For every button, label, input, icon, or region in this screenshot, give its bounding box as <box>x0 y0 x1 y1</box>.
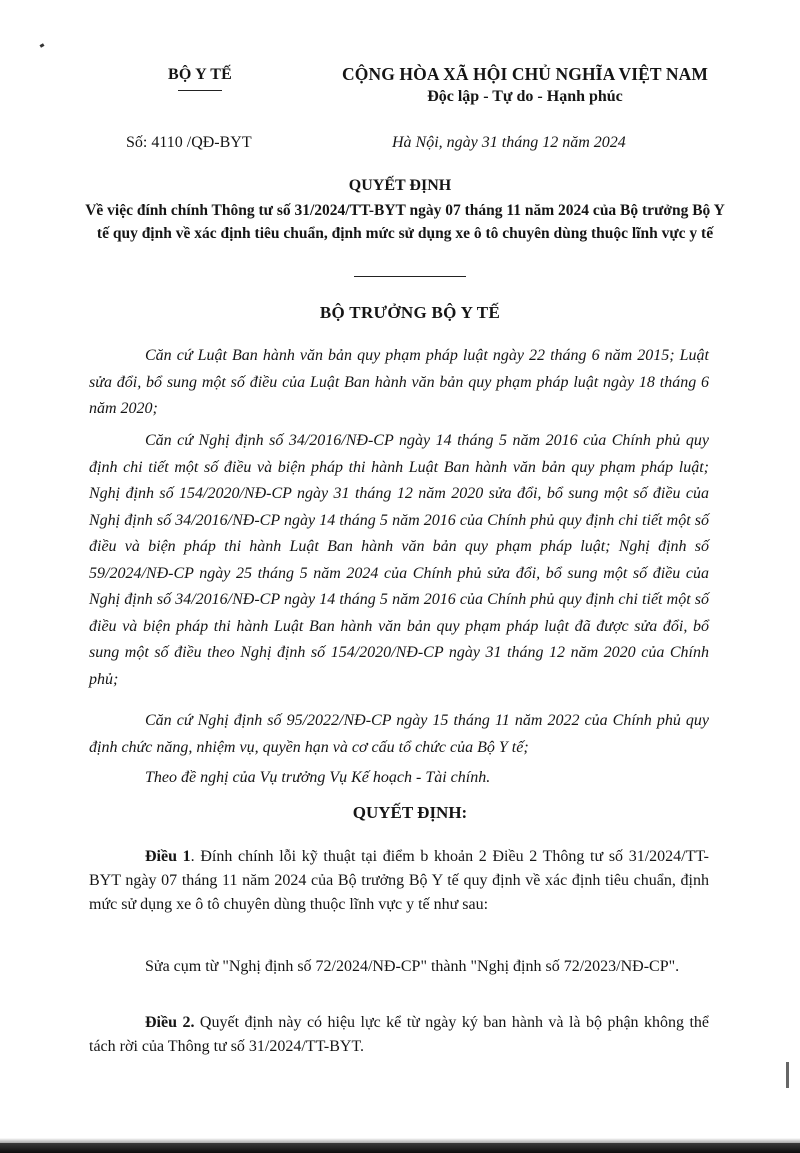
decides-heading: QUYẾT ĐỊNH: <box>352 803 468 822</box>
legal-basis-text: Căn cứ Nghị định số 95/2022/NĐ-CP ngày 15 tháng 11 năm 2022 của Chính phủ quy định chức năng, nhiệm vụ, quyền hạn và cơ cấu tổ chức của Bộ Y tế; <box>89 712 709 756</box>
article-2 <box>89 1011 709 1059</box>
legal-basis-3 <box>89 708 709 761</box>
article-1-label: Điều 1 <box>145 848 191 865</box>
document-date: Hà Nội, ngày 31 tháng 12 năm 2024 <box>392 134 626 151</box>
legal-basis-text: Căn cứ Luật Ban hành văn bản quy phạm pháp luật ngày 22 tháng 6 năm 2015; Luật sửa đổi, bổ sung một số điều của Luật Ban hành văn bản quy phạm pháp luật ngày 18 tháng 6 năm 2020; <box>89 347 709 417</box>
agency-underline <box>178 90 222 91</box>
article-1-detail-text: Sửa cụm từ "Nghị định số 72/2024/NĐ-CP" thành "Nghị định số 72/2023/NĐ-CP". <box>145 958 680 975</box>
article-2-paragraph <box>89 1011 709 1059</box>
national-header-block <box>325 64 725 106</box>
decision-subject: Về việc đính chính Thông tư số 31/2024/TT-BYT ngày 07 tháng 11 năm 2024 của Bộ trưởng Bộ Y tế quy định về xác định tiêu chuẩn, định mức sử dụng xe ô tô chuyên dùng thuộc lĩnh vực y tế <box>85 202 725 242</box>
scan-speck <box>40 43 45 48</box>
article-1 <box>89 845 709 917</box>
proposal-basis <box>89 765 709 792</box>
article-2-text: Quyết định này có hiệu lực kể từ ngày ký ban hành và là bộ phận không thể tách rời của Thông tư số 31/2024/TT-BYT. <box>89 1014 710 1055</box>
legal-basis-text: Căn cứ Nghị định số 34/2016/NĐ-CP ngày 14 tháng 5 năm 2016 của Chính phủ quy định chi tiết một số điều và biện pháp thi hành Luật Ban hành văn bản quy phạm pháp luật; Nghị định số 154/2020/NĐ-CP ngày 31 tháng 12 năm 2020 sửa đổi, bổ sung một số điều của Nghị định số 34/2016/NĐ-CP ngày 14 tháng 5 năm 2016 của Chính phủ quy định chi tiết một số điều và biện pháp thi hành Luật Ban hành văn bản quy phạm pháp luật; Nghị định số 59/2024/NĐ-CP ngày 25 tháng 5 năm 2024 của Chính phủ sửa đổi, bổ sung một số điều của Nghị định số 34/2016/NĐ-CP ngày 14 tháng 5 năm 2016 của Chính phủ quy định chi tiết một số điều và biện pháp thi hành Luật Ban hành văn bản quy phạm pháp luật đã được sửa đổi, bổ sung một số điều theo Nghị định số 154/2020/NĐ-CP ngày 31 tháng 12 năm 2020 của Chính phủ; <box>89 432 709 688</box>
proposal-text: Theo đề nghị của Vụ trưởng Vụ Kế hoạch - Tài chính. <box>145 769 491 786</box>
issuing-agency-block <box>140 66 260 91</box>
scan-speck <box>786 1062 789 1088</box>
subject-divider <box>354 276 466 277</box>
legal-basis-1 <box>89 343 709 423</box>
issuing-authority: BỘ TRƯỞNG BỘ Y TẾ <box>319 303 501 322</box>
article-2-label: Điều 2. <box>145 1014 195 1031</box>
legal-basis-2 <box>89 428 709 693</box>
article-1-text: . Đính chính lỗi kỹ thuật tại điểm b khoản 2 Điều 2 Thông tư số 31/2024/TT-BYT ngày 07 tháng 11 năm 2024 của Bộ trưởng Bộ Y tế quy định về xác định tiêu chuẩn, định mức sử dụng xe ô tô chuyên dùng thuộc lĩnh vực y tế như sau: <box>89 848 710 913</box>
article-1-detail <box>89 955 709 979</box>
article-1-paragraph <box>89 845 709 917</box>
national-title: CỘNG HÒA XÃ HỘI CHỦ NGHĨA VIỆT NAM <box>342 64 708 84</box>
national-motto: Độc lập - Tự do - Hạnh phúc <box>427 88 623 105</box>
decision-title: QUYẾT ĐỊNH <box>348 177 452 194</box>
issuing-agency: BỘ Y TẾ <box>168 66 232 83</box>
scan-bottom-edge <box>0 1143 800 1153</box>
document-number: Số: 4110 /QĐ-BYT <box>126 134 252 151</box>
